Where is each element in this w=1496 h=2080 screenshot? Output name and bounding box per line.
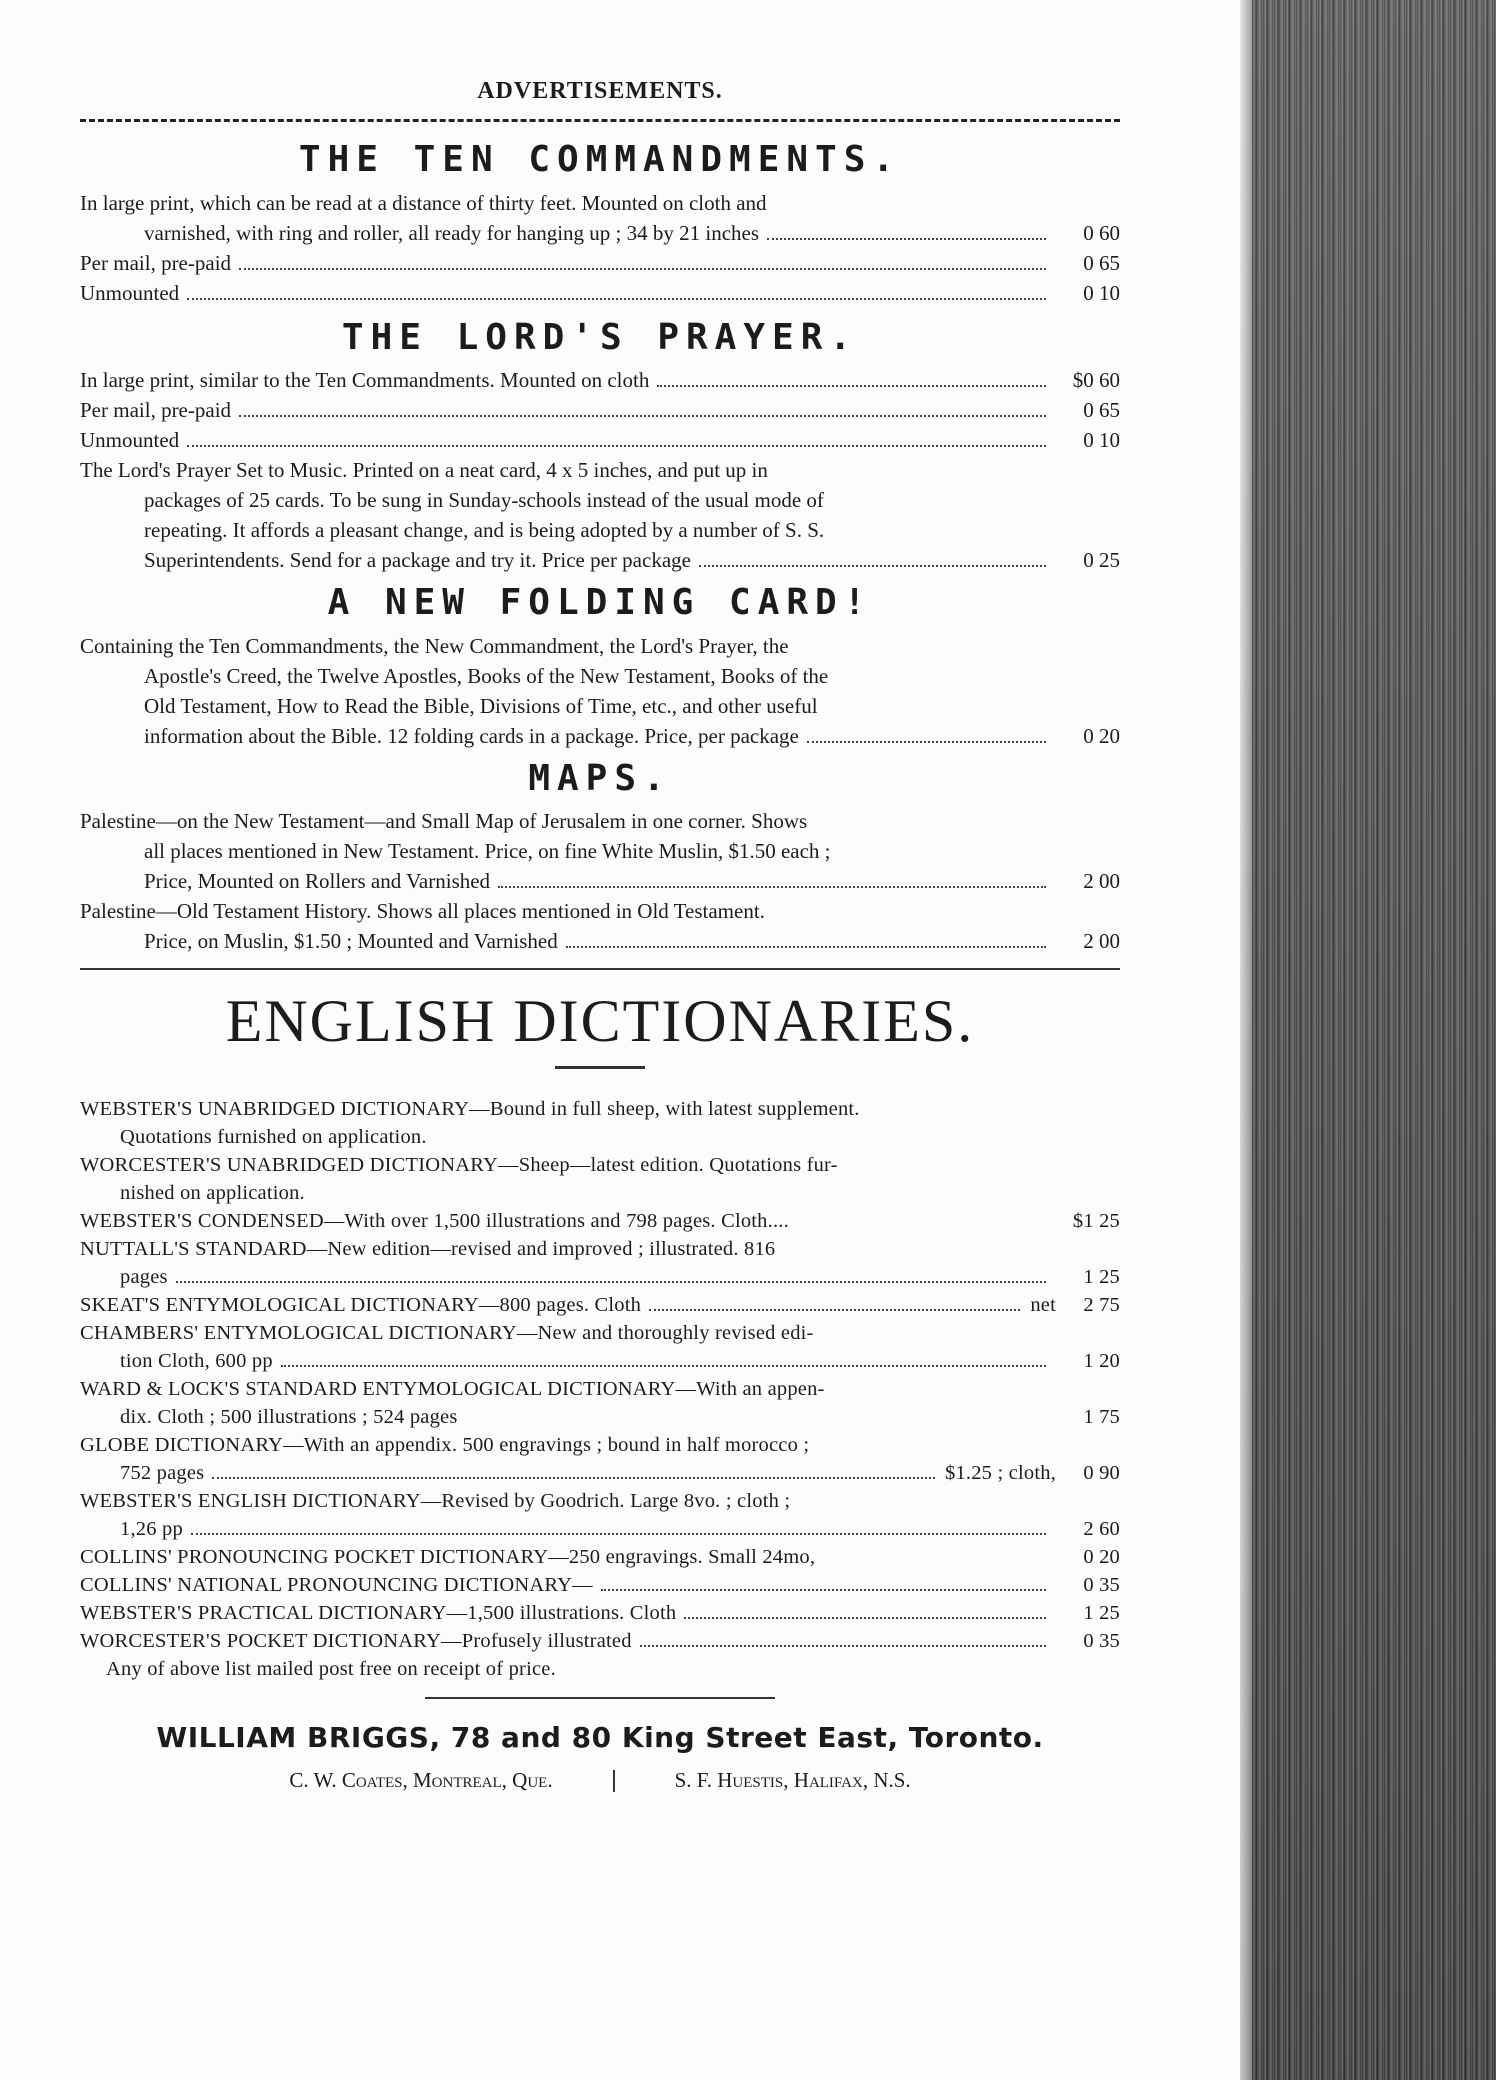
- agents-line: [80, 1768, 1120, 1793]
- agent-separator: [613, 1770, 615, 1792]
- dot-leader: [498, 886, 1046, 888]
- dot-leader: [239, 268, 1046, 270]
- price-note: $1.25 ; cloth,: [945, 1462, 1056, 1485]
- entry-text: 752 pages: [120, 1462, 205, 1485]
- entry-text: tion Cloth, 600 pp: [120, 1350, 273, 1373]
- section-heading: A NEW FOLDING CARD!: [327, 582, 873, 624]
- section-heading: MAPS.: [528, 757, 672, 799]
- entry-text: packages of 25 cards. To be sung in Sunday-schools instead of the usual mode of: [144, 488, 824, 513]
- page-content: [80, 78, 1120, 1793]
- list-item: [80, 631, 1120, 751]
- entry-text: Unmounted: [80, 428, 180, 453]
- list-item: [80, 188, 1120, 248]
- price: 0 20: [1083, 1546, 1120, 1569]
- entry-text: Price, Mounted on Rollers and Varnished: [144, 869, 491, 894]
- list-item: [80, 1319, 1120, 1375]
- price: $0 60: [1072, 368, 1120, 393]
- entry-text: WEBSTER'S CONDENSED—With over 1,500 illustrations and 798 pages. Cloth....: [80, 1210, 789, 1233]
- entry-text: information about the Bible. 12 folding cards in a package. Price, per package: [144, 723, 799, 748]
- publisher-imprint: WILLIAM BRIGGS, 78 and 80 King Street East, Toronto.: [156, 1721, 1044, 1755]
- entry-text: 1,26 pp: [120, 1518, 183, 1541]
- entry-text: Per mail, pre-paid: [80, 250, 232, 275]
- list-item: [80, 278, 1120, 308]
- entry-text: CHAMBERS' ENTYMOLOGICAL DICTIONARY—New and thoroughly revised edi-: [80, 1322, 814, 1345]
- dot-leader: [566, 946, 1046, 948]
- price: 0 10: [1083, 280, 1120, 305]
- section-dictionaries: [80, 988, 1120, 1683]
- dot-leader: [699, 565, 1046, 567]
- price: $1 25: [1072, 1210, 1120, 1233]
- list-item: [80, 395, 1120, 425]
- section-maps: [80, 759, 1120, 957]
- entry-text: WEBSTER'S UNABRIDGED DICTIONARY—Bound in full sheep, with latest supplement.: [80, 1098, 860, 1121]
- entry-text: pages: [120, 1266, 168, 1289]
- list-item: [80, 455, 1120, 575]
- price: 0 20: [1083, 723, 1120, 748]
- price: 0 60: [1083, 220, 1120, 245]
- entry-text: In large print, similar to the Ten Commandments. Mounted on cloth: [80, 368, 650, 393]
- dot-leader: [212, 1477, 935, 1479]
- dot-leader: [657, 385, 1046, 387]
- list-item: [80, 1627, 1120, 1683]
- list-item: [80, 896, 1120, 956]
- section-lords-prayer: [80, 318, 1120, 576]
- list-item: [80, 248, 1120, 278]
- dot-leader: [767, 238, 1046, 240]
- list-item: [80, 1571, 1120, 1599]
- entry-text: SKEAT'S ENTYMOLOGICAL DICTIONARY—800 pages. Cloth: [80, 1294, 642, 1317]
- list-item: [80, 806, 1120, 896]
- dot-leader: [649, 1309, 1020, 1311]
- list-item: [80, 1207, 1120, 1235]
- entry-text: WORCESTER'S POCKET DICTIONARY—Profusely illustrated: [80, 1630, 632, 1653]
- entry-text: dix. Cloth ; 500 illustrations ; 524 pages: [120, 1406, 458, 1429]
- dot-leader: [640, 1645, 1046, 1647]
- section-ten-commandments: [80, 140, 1120, 308]
- entry-text: Unmounted: [80, 280, 180, 305]
- title-rule: [555, 1066, 645, 1069]
- entry-text: WEBSTER'S ENGLISH DICTIONARY—Revised by Goodrich. Large 8vo. ; cloth ;: [80, 1490, 791, 1513]
- header-rule: [80, 119, 1120, 122]
- entry-text: NUTTALL'S STANDARD—New edition—revised and improved ; illustrated. 816: [80, 1238, 776, 1261]
- note-text: Any of above list mailed post free on receipt of price.: [106, 1658, 556, 1681]
- price: 0 35: [1083, 1574, 1120, 1597]
- dot-leader: [807, 741, 1046, 743]
- agent-halifax: S. F. Huestis, Halifax, N.S.: [674, 1768, 911, 1793]
- entry-text: Per mail, pre-paid: [80, 398, 232, 423]
- entry-text: nished on application.: [120, 1182, 305, 1205]
- price: 1 25: [1083, 1266, 1120, 1289]
- entry-text: WARD & LOCK'S STANDARD ENTYMOLOGICAL DICTIONARY—With an appen-: [80, 1378, 825, 1401]
- price: 0 25: [1083, 548, 1120, 573]
- list-item: [80, 1291, 1120, 1319]
- entry-text: WEBSTER'S PRACTICAL DICTIONARY—1,500 illustrations. Cloth: [80, 1602, 677, 1625]
- entry-text: Palestine—Old Testament History. Shows all places mentioned in Old Testament.: [80, 899, 765, 924]
- price: 1 75: [1083, 1406, 1120, 1429]
- price: 0 10: [1083, 428, 1120, 453]
- price: 2 00: [1083, 869, 1120, 894]
- entry-text: Superintendents. Send for a package and try it. Price per package: [144, 548, 691, 573]
- dictionaries-title: ENGLISH DICTIONARIES.: [225, 988, 975, 1055]
- entry-text: varnished, with ring and roller, all ready for hanging up ; 34 by 21 inches: [144, 220, 760, 245]
- dot-leader: [684, 1617, 1046, 1619]
- list-item: [80, 1151, 1120, 1207]
- price: 0 65: [1083, 398, 1120, 423]
- dot-leader: [187, 445, 1046, 447]
- price: 0 90: [1083, 1462, 1120, 1485]
- price: 2 75: [1083, 1294, 1120, 1317]
- list-item: [80, 1599, 1120, 1627]
- list-item: [80, 1487, 1120, 1543]
- price-note: net: [1030, 1294, 1056, 1317]
- price: 1 20: [1083, 1350, 1120, 1373]
- section-heading: THE LORD'S PRAYER.: [341, 316, 859, 358]
- entry-text: Apostle's Creed, the Twelve Apostles, Books of the New Testament, Books of the: [144, 663, 829, 688]
- entry-text: The Lord's Prayer Set to Music. Printed on a neat card, 4 x 5 inches, and put up in: [80, 458, 768, 483]
- dot-leader: [191, 1533, 1046, 1535]
- price: 1 25: [1083, 1602, 1120, 1625]
- price: 0 35: [1083, 1630, 1120, 1653]
- dot-leader: [239, 415, 1046, 417]
- section-folding-card: [80, 583, 1120, 751]
- dot-leader: [281, 1365, 1046, 1367]
- list-item: [80, 1431, 1120, 1487]
- list-item: [80, 425, 1120, 455]
- book-page-edges: [1240, 0, 1496, 2080]
- list-item: [80, 1095, 1120, 1151]
- list-item: [80, 1543, 1120, 1571]
- entry-text: Price, on Muslin, $1.50 ; Mounted and Varnished: [144, 929, 558, 954]
- list-item: [80, 365, 1120, 395]
- entry-text: Old Testament, How to Read the Bible, Divisions of Time, etc., and other useful: [144, 693, 818, 718]
- price: 0 65: [1083, 250, 1120, 275]
- dot-leader: [187, 298, 1046, 300]
- entry-text: all places mentioned in New Testament. Price, on fine White Muslin, $1.50 each ;: [144, 839, 831, 864]
- entry-text: In large print, which can be read at a distance of thirty feet. Mounted on cloth and: [80, 190, 767, 215]
- entry-text: Quotations furnished on application.: [120, 1126, 427, 1149]
- price: 2 00: [1083, 929, 1120, 954]
- entry-text: repeating. It affords a pleasant change, and is being adopted by a number of S. S.: [144, 518, 825, 543]
- entry-text: Palestine—on the New Testament—and Small Map of Jerusalem in one corner. Shows: [80, 809, 808, 834]
- entry-text: GLOBE DICTIONARY—With an appendix. 500 engravings ; bound in half morocco ;: [80, 1434, 810, 1457]
- list-item: [80, 1235, 1120, 1291]
- list-item: [80, 1375, 1120, 1431]
- section-heading: THE TEN COMMANDMENTS.: [298, 139, 902, 180]
- dot-leader: [601, 1589, 1046, 1591]
- dot-leader: [176, 1281, 1046, 1283]
- entry-text: COLLINS' NATIONAL PRONOUNCING DICTIONARY—: [80, 1574, 593, 1597]
- entry-text: COLLINS' PRONOUNCING POCKET DICTIONARY—250 engravings. Small 24mo,: [80, 1546, 816, 1569]
- price: 2 60: [1083, 1518, 1120, 1541]
- entry-text: WORCESTER'S UNABRIDGED DICTIONARY—Sheep—latest edition. Quotations fur-: [80, 1154, 838, 1177]
- section-divider: [80, 968, 1120, 970]
- entry-text: Containing the Ten Commandments, the New Commandment, the Lord's Prayer, the: [80, 633, 789, 658]
- agent-montreal: C. W. Coates, Montreal, Que.: [289, 1768, 553, 1793]
- footer-rule: [425, 1697, 775, 1699]
- running-head: ADVERTISEMENTS.: [477, 78, 723, 104]
